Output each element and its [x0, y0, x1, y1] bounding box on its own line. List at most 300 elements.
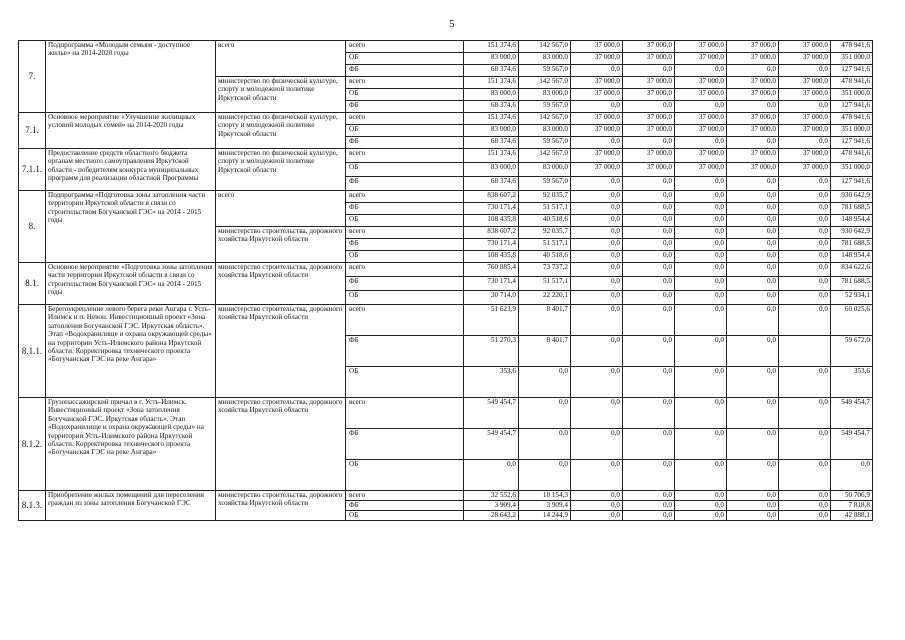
row-name: Предоставление средств областного бюджета органам местного самоуправления Иркутской области - победителям конкурса муниципальных программ для реализации областной Программы — [46, 149, 216, 191]
value-cell: 142 567,0 — [519, 77, 571, 89]
value-cell: 781 688,5 — [831, 203, 873, 215]
value-cell: 37 000,0 — [623, 125, 675, 137]
fund-source: ОБ — [346, 291, 464, 305]
value-cell: 0,0 — [779, 491, 831, 501]
value-cell: 37 000,0 — [779, 89, 831, 101]
value-cell: 68 374,6 — [464, 65, 519, 77]
value-cell: 37 000,0 — [571, 89, 623, 101]
row-index: 8.1.2. — [19, 398, 46, 491]
value-cell: 730 171,4 — [464, 277, 519, 291]
value-cell: 92 035,7 — [519, 227, 571, 239]
fund-source: ФБ — [346, 65, 464, 77]
value-cell: 0,0 — [727, 215, 779, 227]
value-cell: 0,0 — [675, 291, 727, 305]
fund-source: всего — [346, 491, 464, 501]
value-cell: 0,0 — [779, 367, 831, 398]
value-cell: 0,0 — [727, 203, 779, 215]
value-cell: 0,0 — [623, 511, 675, 521]
value-cell: 0,0 — [727, 511, 779, 521]
value-cell: 0,0 — [727, 398, 779, 429]
value-cell: 83 000,0 — [464, 89, 519, 101]
fund-source: всего — [346, 227, 464, 239]
value-cell: 0,0 — [727, 263, 779, 277]
value-cell: 0,0 — [727, 137, 779, 149]
value-cell: 0,0 — [727, 429, 779, 460]
value-cell: 0,0 — [571, 367, 623, 398]
value-cell: 834 622,6 — [831, 263, 873, 277]
value-cell: 0,0 — [727, 460, 779, 491]
value-cell: 0,0 — [623, 239, 675, 251]
value-cell: 0,0 — [571, 215, 623, 227]
value-cell: 0,0 — [571, 177, 623, 191]
value-cell: 0,0 — [779, 65, 831, 77]
value-cell: 148 954,4 — [831, 215, 873, 227]
table-row — [19, 41, 873, 53]
value-cell: 32 552,6 — [464, 491, 519, 501]
responsible-cell: министерство строительства, дорожного хозяйства Иркутской области — [216, 491, 346, 521]
value-cell: 0,0 — [831, 460, 873, 491]
value-cell: 0,0 — [571, 491, 623, 501]
value-cell: 37 000,0 — [779, 125, 831, 137]
value-cell: 0,0 — [519, 429, 571, 460]
value-cell: 68 374,6 — [464, 137, 519, 149]
row-index: 8.1. — [19, 263, 46, 305]
value-cell: 0,0 — [675, 251, 727, 263]
value-cell: 51 517,1 — [519, 239, 571, 251]
value-cell: 781 688,5 — [831, 239, 873, 251]
value-cell: 0,0 — [571, 101, 623, 113]
value-cell: 0,0 — [675, 101, 727, 113]
responsible-cell: всего — [216, 191, 346, 227]
value-cell: 83 000,0 — [519, 163, 571, 177]
value-cell: 83 000,0 — [519, 89, 571, 101]
fund-source: всего — [346, 41, 464, 53]
value-cell: 148 954,4 — [831, 251, 873, 263]
value-cell: 549 454,7 — [464, 429, 519, 460]
fund-source: ОБ — [346, 89, 464, 101]
responsible-cell: всего — [216, 41, 346, 77]
value-cell: 549 454,7 — [831, 429, 873, 460]
value-cell: 28 643,2 — [464, 511, 519, 521]
value-cell: 0,0 — [464, 460, 519, 491]
value-cell: 0,0 — [623, 137, 675, 149]
value-cell: 92 035,7 — [519, 191, 571, 203]
value-cell: 0,0 — [779, 277, 831, 291]
value-cell: 0,0 — [727, 101, 779, 113]
responsible-cell: министерство строительства, дорожного хозяйства Иркутской области — [216, 263, 346, 305]
value-cell: 0,0 — [727, 491, 779, 501]
value-cell: 0,0 — [675, 65, 727, 77]
value-cell: 108 435,8 — [464, 215, 519, 227]
value-cell: 151 374,6 — [464, 113, 519, 125]
value-cell: 37 000,0 — [571, 149, 623, 163]
value-cell: 0,0 — [623, 65, 675, 77]
value-cell: 8 401,7 — [519, 305, 571, 336]
value-cell: 83 000,0 — [464, 125, 519, 137]
value-cell: 0,0 — [675, 239, 727, 251]
value-cell: 18 154,3 — [519, 491, 571, 501]
value-cell: 68 374,6 — [464, 177, 519, 191]
value-cell: 127 941,6 — [831, 65, 873, 77]
fund-source: ФБ — [346, 336, 464, 367]
value-cell: 478 941,6 — [831, 113, 873, 125]
value-cell: 37 000,0 — [675, 113, 727, 125]
row-index: 7. — [19, 41, 46, 113]
table-row — [19, 113, 873, 125]
value-cell: 0,0 — [623, 336, 675, 367]
value-cell: 0,0 — [571, 460, 623, 491]
value-cell: 37 000,0 — [727, 125, 779, 137]
value-cell: 0,0 — [779, 398, 831, 429]
fund-source: ОБ — [346, 511, 464, 521]
value-cell: 0,0 — [571, 191, 623, 203]
value-cell: 37 000,0 — [675, 53, 727, 65]
value-cell: 0,0 — [623, 191, 675, 203]
value-cell: 0,0 — [727, 336, 779, 367]
value-cell: 0,0 — [779, 511, 831, 521]
value-cell: 37 000,0 — [727, 163, 779, 177]
value-cell: 59 567,0 — [519, 101, 571, 113]
value-cell: 37 000,0 — [675, 163, 727, 177]
fund-source: ОБ — [346, 125, 464, 137]
value-cell: 37 000,0 — [727, 53, 779, 65]
value-cell: 0,0 — [623, 227, 675, 239]
value-cell: 0,0 — [623, 491, 675, 501]
value-cell: 0,0 — [675, 429, 727, 460]
value-cell: 0,0 — [779, 251, 831, 263]
value-cell: 37 000,0 — [571, 163, 623, 177]
value-cell: 37 000,0 — [623, 41, 675, 53]
value-cell: 478 941,6 — [831, 149, 873, 163]
value-cell: 0,0 — [675, 227, 727, 239]
value-cell: 151 374,6 — [464, 77, 519, 89]
value-cell: 0,0 — [779, 263, 831, 277]
value-cell: 8 401,7 — [519, 336, 571, 367]
value-cell: 0,0 — [519, 367, 571, 398]
value-cell: 549 454,7 — [831, 398, 873, 429]
value-cell: 37 000,0 — [571, 53, 623, 65]
value-cell: 0,0 — [727, 501, 779, 511]
value-cell: 37 000,0 — [623, 77, 675, 89]
budget-table — [18, 40, 873, 521]
value-cell: 351 000,0 — [831, 163, 873, 177]
value-cell: 0,0 — [571, 429, 623, 460]
value-cell: 83 000,0 — [464, 163, 519, 177]
fund-source: ФБ — [346, 501, 464, 511]
fund-source: ФБ — [346, 101, 464, 113]
value-cell: 142 567,0 — [519, 113, 571, 125]
value-cell: 0,0 — [675, 305, 727, 336]
value-cell: 151 374,6 — [464, 149, 519, 163]
value-cell: 0,0 — [571, 511, 623, 521]
fund-source: ФБ — [346, 429, 464, 460]
fund-source: ОБ — [346, 53, 464, 65]
value-cell: 0,0 — [571, 501, 623, 511]
value-cell: 3 909,4 — [519, 501, 571, 511]
value-cell: 142 567,0 — [519, 149, 571, 163]
value-cell: 0,0 — [623, 101, 675, 113]
value-cell: 73 737,2 — [519, 263, 571, 277]
row-name: Основное мероприятие «Улучшение жилищных условий молодых семей» на 2014-2020 годы — [46, 113, 216, 149]
value-cell: 0,0 — [623, 367, 675, 398]
value-cell: 353,6 — [831, 367, 873, 398]
value-cell: 37 000,0 — [779, 113, 831, 125]
value-cell: 0,0 — [623, 429, 675, 460]
value-cell: 0,0 — [727, 227, 779, 239]
fund-source: всего — [346, 305, 464, 336]
value-cell: 7 818,8 — [831, 501, 873, 511]
value-cell: 0,0 — [779, 215, 831, 227]
value-cell: 127 941,6 — [831, 137, 873, 149]
fund-source: всего — [346, 398, 464, 429]
value-cell: 40 518,6 — [519, 251, 571, 263]
value-cell: 351 000,0 — [831, 89, 873, 101]
fund-source: ФБ — [346, 277, 464, 291]
value-cell: 30 714,0 — [464, 291, 519, 305]
value-cell: 37 000,0 — [571, 113, 623, 125]
value-cell: 0,0 — [519, 398, 571, 429]
value-cell: 0,0 — [675, 215, 727, 227]
value-cell: 60 025,6 — [831, 305, 873, 336]
value-cell: 37 000,0 — [779, 41, 831, 53]
value-cell: 151 374,6 — [464, 41, 519, 53]
responsible-cell: министерство строительства, дорожного хозяйства Иркутской области — [216, 305, 346, 398]
value-cell: 0,0 — [727, 305, 779, 336]
fund-source: ФБ — [346, 177, 464, 191]
value-cell: 0,0 — [623, 203, 675, 215]
table-row — [19, 149, 873, 163]
responsible-cell: министерство строительства, дорожного хозяйства Иркутской области — [216, 227, 346, 263]
fund-source: всего — [346, 77, 464, 89]
value-cell: 37 000,0 — [571, 41, 623, 53]
value-cell: 37 000,0 — [623, 89, 675, 101]
value-cell: 37 000,0 — [675, 41, 727, 53]
value-cell: 930 642,9 — [831, 227, 873, 239]
value-cell: 0,0 — [623, 501, 675, 511]
responsible-cell: министерство по физической культуре, спорту и молодежной политике Иркутской области — [216, 77, 346, 113]
value-cell: 83 000,0 — [464, 53, 519, 65]
value-cell: 0,0 — [779, 137, 831, 149]
value-cell: 51 517,1 — [519, 203, 571, 215]
value-cell: 0,0 — [675, 277, 727, 291]
value-cell: 37 000,0 — [675, 77, 727, 89]
value-cell: 0,0 — [571, 305, 623, 336]
value-cell: 0,0 — [675, 137, 727, 149]
value-cell: 37 000,0 — [623, 163, 675, 177]
value-cell: 0,0 — [727, 65, 779, 77]
value-cell: 59 567,0 — [519, 177, 571, 191]
fund-source: всего — [346, 113, 464, 125]
value-cell: 0,0 — [675, 203, 727, 215]
value-cell: 781 688,5 — [831, 277, 873, 291]
value-cell: 0,0 — [727, 177, 779, 191]
value-cell: 0,0 — [571, 227, 623, 239]
value-cell: 0,0 — [623, 291, 675, 305]
value-cell: 353,6 — [464, 367, 519, 398]
value-cell: 730 171,4 — [464, 203, 519, 215]
value-cell: 68 374,6 — [464, 101, 519, 113]
value-cell: 37 000,0 — [623, 53, 675, 65]
value-cell: 37 000,0 — [727, 89, 779, 101]
value-cell: 0,0 — [675, 263, 727, 277]
value-cell: 40 518,6 — [519, 215, 571, 227]
table-row — [19, 491, 873, 501]
value-cell: 37 000,0 — [727, 41, 779, 53]
fund-source: ОБ — [346, 163, 464, 177]
row-index: 7.1. — [19, 113, 46, 149]
value-cell: 0,0 — [727, 291, 779, 305]
value-cell: 37 000,0 — [779, 163, 831, 177]
table-row — [19, 191, 873, 203]
value-cell: 478 941,6 — [831, 41, 873, 53]
value-cell: 108 435,8 — [464, 251, 519, 263]
value-cell: 37 000,0 — [675, 125, 727, 137]
value-cell — [779, 336, 831, 367]
value-cell: 51 270,3 — [464, 336, 519, 367]
value-cell: 0,0 — [675, 177, 727, 191]
value-cell: 37 000,0 — [675, 149, 727, 163]
table-row — [19, 305, 873, 336]
value-cell: 0,0 — [623, 398, 675, 429]
row-name: Подпрограмма «Подготовка зоны затопления части территории Иркутской области в связи со строительством Богучанской ГЭС» на 2014 - 2015 годы — [46, 191, 216, 263]
row-name: Грузопассажирский причал в г. Усть-Илимск. Инвестиционный проект «Зона затопления Богучанской ГЭС. Иркутская область». Этап «Водохранилище и охрана окружающей среды» на территории Усть-Илимского района Иркутской области. Корректировка технического проекта «Богучанская ГЭС на реке Ангара» — [46, 398, 216, 491]
fund-source: ОБ — [346, 460, 464, 491]
value-cell: 37 000,0 — [779, 77, 831, 89]
value-cell: 50 706,9 — [831, 491, 873, 501]
value-cell: 0,0 — [675, 398, 727, 429]
value-cell: 22 220,1 — [519, 291, 571, 305]
value-cell: 59 567,0 — [519, 137, 571, 149]
value-cell: 0,0 — [779, 203, 831, 215]
value-cell: 0,0 — [675, 511, 727, 521]
value-cell: 37 000,0 — [727, 77, 779, 89]
value-cell: 0,0 — [571, 336, 623, 367]
value-cell: 0,0 — [779, 305, 831, 336]
value-cell: 0,0 — [675, 460, 727, 491]
value-cell: 0,0 — [779, 501, 831, 511]
value-cell: 59 672,0 — [831, 336, 873, 367]
row-name: Приобретение жилых помещений для переселения граждан из зоны затопления Богучанской ГЭС — [46, 491, 216, 521]
responsible-cell: министерство строительства, дорожного хозяйства Иркутской области — [216, 398, 346, 491]
value-cell: 83 000,0 — [519, 125, 571, 137]
value-cell: 549 454,7 — [464, 398, 519, 429]
value-cell: 0,0 — [675, 191, 727, 203]
value-cell: 0,0 — [675, 367, 727, 398]
row-index: 8.1.1. — [19, 305, 46, 398]
value-cell: 838 607,2 — [464, 227, 519, 239]
value-cell: 0,0 — [623, 460, 675, 491]
value-cell: 0,0 — [779, 191, 831, 203]
value-cell: 37 000,0 — [623, 149, 675, 163]
value-cell: 760 885,4 — [464, 263, 519, 277]
value-cell: 42 888,1 — [831, 511, 873, 521]
value-cell: 0,0 — [571, 263, 623, 277]
value-cell: 0,0 — [727, 277, 779, 291]
table-row — [19, 263, 873, 277]
row-name: Основное мероприятие «Подготовка зоны затопления части территории Иркутской области в связи со строительством Богучанской ГЭС» на 2014 - 2015 годы — [46, 263, 216, 305]
value-cell: 0,0 — [727, 367, 779, 398]
value-cell: 930 642,9 — [831, 191, 873, 203]
value-cell: 142 567,0 — [519, 41, 571, 53]
page-number: 5 — [449, 18, 455, 30]
value-cell: 37 000,0 — [779, 149, 831, 163]
value-cell: 0,0 — [779, 429, 831, 460]
fund-source: ОБ — [346, 367, 464, 398]
value-cell: 351 000,0 — [831, 53, 873, 65]
value-cell: 0,0 — [623, 305, 675, 336]
row-name: Берегоукрепление левого берега реки Ангара г. Усть-Илимск и п. Невон. Инвестиционный проект «Зона затопления Богучанской ГЭС. Иркутская область». Этап «Водохранилище и охрана окружающей среды» на территории Усть-Илимского района Иркутской области. Корректировка технического проекта «Богучанская ГЭС на реке Ангара» — [46, 305, 216, 398]
fund-source: всего — [346, 263, 464, 277]
value-cell: 37 000,0 — [623, 113, 675, 125]
value-cell: 0,0 — [623, 177, 675, 191]
value-cell: 14 244,9 — [519, 511, 571, 521]
row-index: 7.1.1. — [19, 149, 46, 191]
value-cell: 0,0 — [571, 251, 623, 263]
value-cell: 0,0 — [779, 460, 831, 491]
value-cell: 0,0 — [571, 203, 623, 215]
value-cell: 51 623,9 — [464, 305, 519, 336]
value-cell: 127 941,6 — [831, 101, 873, 113]
value-cell: 83 000,0 — [519, 53, 571, 65]
fund-source: всего — [346, 149, 464, 163]
value-cell: 51 517,1 — [519, 277, 571, 291]
value-cell: 0,0 — [571, 137, 623, 149]
value-cell: 0,0 — [571, 65, 623, 77]
value-cell: 0,0 — [623, 263, 675, 277]
value-cell: 0,0 — [623, 277, 675, 291]
value-cell: 0,0 — [571, 239, 623, 251]
fund-source: ОБ — [346, 215, 464, 227]
responsible-cell: министерство по физической культуре, спорту и молодежной политике Иркутской области — [216, 149, 346, 191]
value-cell: 59 567,0 — [519, 65, 571, 77]
value-cell: 0,0 — [623, 251, 675, 263]
table-row — [19, 398, 873, 429]
value-cell: 0,0 — [779, 239, 831, 251]
fund-source: ФБ — [346, 137, 464, 149]
value-cell: 0,0 — [727, 191, 779, 203]
value-cell: 0,0 — [727, 239, 779, 251]
value-cell: 0,0 — [675, 336, 727, 367]
value-cell: 838 607,2 — [464, 191, 519, 203]
value-cell: 0,0 — [571, 291, 623, 305]
value-cell: 37 000,0 — [727, 113, 779, 125]
row-name: Подпрограмма «Молодым семьям - доступное жилье» на 2014-2020 годы — [46, 41, 216, 113]
row-index: 8.1.3. — [19, 491, 46, 521]
value-cell: 0,0 — [779, 291, 831, 305]
value-cell: 478 941,6 — [831, 77, 873, 89]
value-cell: 0,0 — [519, 460, 571, 491]
fund-source: ОБ — [346, 251, 464, 263]
value-cell: 0,0 — [571, 398, 623, 429]
responsible-cell: министерство по физической культуре, спорту и молодежной политике Иркутской области — [216, 113, 346, 149]
value-cell: 0,0 — [571, 277, 623, 291]
value-cell: 730 171,4 — [464, 239, 519, 251]
value-cell: 0,0 — [779, 177, 831, 191]
value-cell: 0,0 — [779, 227, 831, 239]
value-cell: 37 000,0 — [675, 89, 727, 101]
value-cell: 0,0 — [623, 215, 675, 227]
value-cell: 37 000,0 — [779, 53, 831, 65]
value-cell: 37 000,0 — [571, 77, 623, 89]
value-cell: 3 909,4 — [464, 501, 519, 511]
value-cell: 0,0 — [779, 101, 831, 113]
value-cell: 0,0 — [675, 491, 727, 501]
value-cell: 0,0 — [675, 501, 727, 511]
value-cell: 37 000,0 — [727, 149, 779, 163]
value-cell: 351 000,0 — [831, 125, 873, 137]
value-cell: 37 000,0 — [571, 125, 623, 137]
row-index: 8. — [19, 191, 46, 263]
